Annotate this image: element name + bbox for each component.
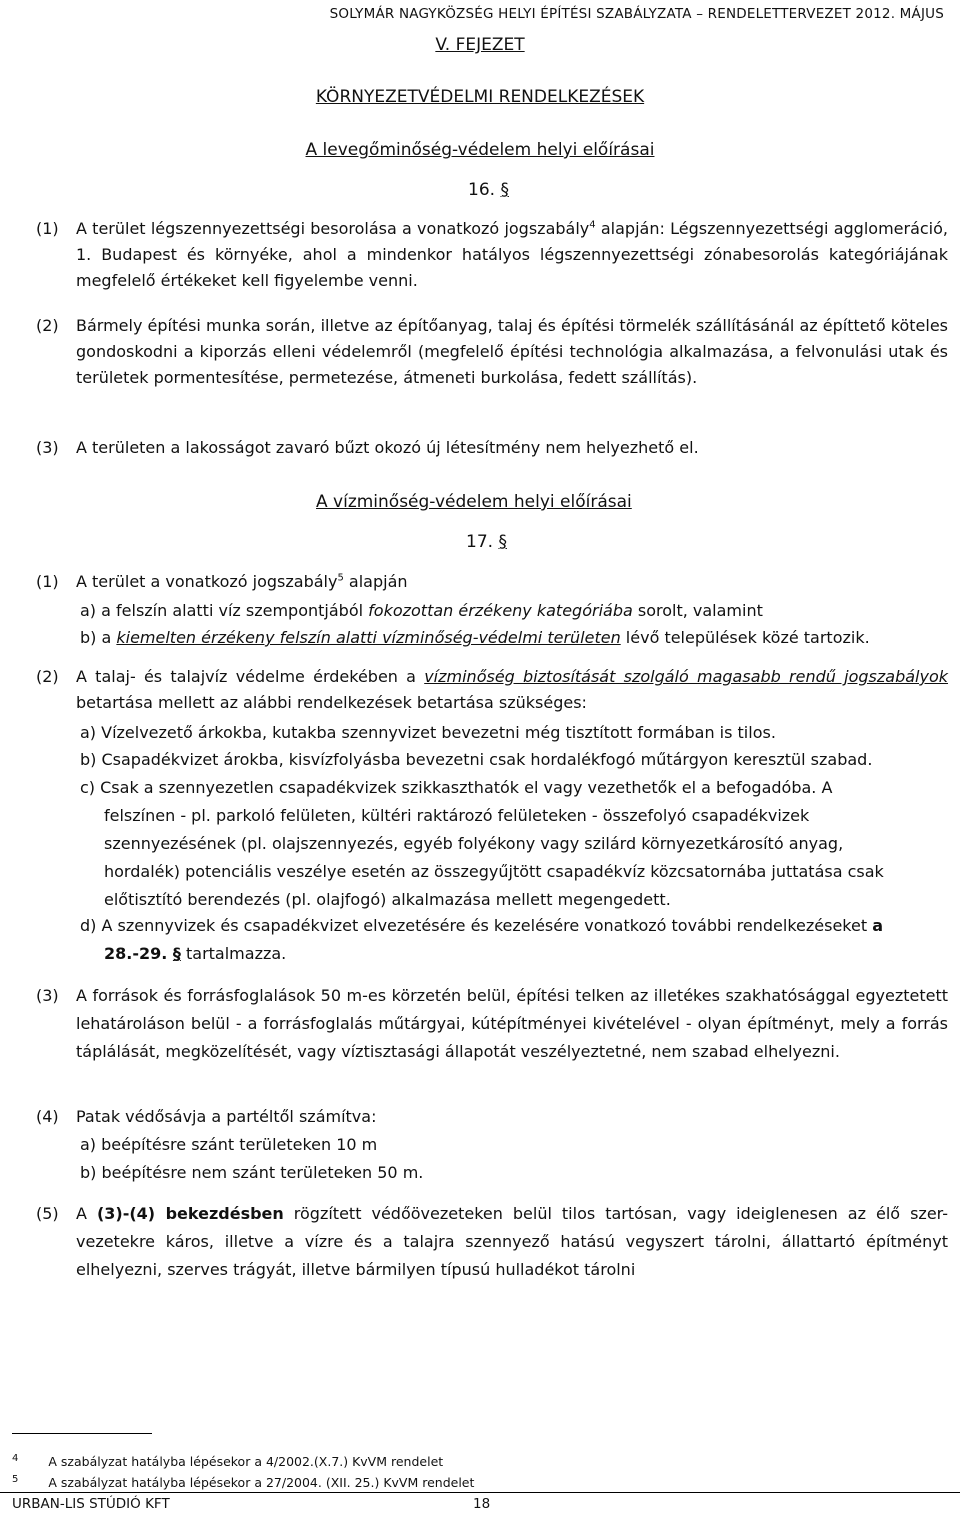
page-number: 18 [473, 1496, 491, 1512]
paragraph-17-2: (2) A talaj- és talajvíz védelme érdekében a vízminőség biztosítását szolgáló magasabb rendű jogszabályok betartása mellett az alábbi rendelkezések betartása szükséges: [36, 664, 948, 716]
item-17-4-b: b) beépítésre nem szánt területeken 50 m. [80, 1163, 424, 1182]
footnote-ref: 5 [337, 572, 344, 584]
paragraph-number: (3) [36, 986, 59, 1005]
paragraph-16-3: (3) A területen a lakosságot zavaró bűzt okozó új létesítmény nem helyezhető el. [36, 435, 948, 461]
running-header: SOLYMÁR NAGYKÖZSÉG HELYI ÉPÍTÉSI SZABÁLYZATA – RENDELETTERVEZET 2012. MÁJUS [329, 6, 944, 22]
paragraph-16-1: (1) A terület légszennyezettségi besorolása a vonatkozó jogszabály$^4$ alapján: Légszennyezettségi agglomeráció, 1. Budapest és környéke, ahol a mindenkor hatályos légszennyezettségi zónabesorolás kategóriájának megfelelő értékeket kell figyelembe venni. [36, 216, 948, 294]
paragraph-17-3: (3) A források és forrásfoglalások 50 m-es körzetén belül, építési telken az illetékes szakhatósággal egyeztetett lehatároláson belül - a forrásfoglalás műtárgyai, kútépítményei kivételével - olyan építményt, mely a forrás táplálását, megközelítését, vagy víztisztasági állapotát veszélyeztetné, nem szabad elhelyezni. [36, 982, 948, 1066]
item-17-1-b: b) a kiemelten érzékeny felszín alatti vízminőség-védelmi területen lévő települések közé tartozik. [80, 628, 870, 647]
paragraph-17-4: (4) Patak védősávja a partéltől számítva: [36, 1104, 948, 1130]
section-16-number: 16. § [468, 180, 509, 200]
footer-company: URBAN-LIS STÚDIÓ KFT [12, 1496, 170, 1512]
paragraph-number: (4) [36, 1107, 59, 1126]
section-17-heading: A vízminőség-védelem helyi előírásai [316, 492, 632, 512]
footnote-4: $^4$ A szabályzat hatályba lépésekor a 4/2002.(X.7.) KvVM rendelet [12, 1452, 444, 1469]
item-17-2-d: d) A szennyvizek és csapadékvizet elvezetésére és kezelésére vonatkozó további rendelkezéseket a 28.-29. § tartalmazza. [80, 916, 883, 963]
item-17-1-a: a) a felszín alatti víz szempontjából fokozottan érzékeny kategóriába sorolt, valamint [80, 601, 763, 620]
item-17-2-c: c) Csak a szennyezetlen csapadékvizek szikkaszthatók el vagy vezethetők el a befogadóba. A felszínen - pl. parkoló felületen, kültéri raktározó felületeken - összefolyó csapadékvizek szennyezésének (pl. olajszennyezés, egyéb folyékony vagy szilárd környezetkárosító anyag, hordalék) potenciális veszélye esetén az összegyűjtött csapadékvíz közcsatornába juttatása csak előtisztító berendezés (pl. olajfogó) alkalmazása mellett megengedett. [80, 778, 884, 909]
paragraph-number: (2) [36, 316, 59, 335]
paragraph-number: (3) [36, 438, 59, 457]
paragraph-17-5: (5) A (3)-(4) bekezdésben rögzített védőövezeteken belül tilos tartósan, vagy ideiglenesen az élő szer-vezetekre káros, illetve a vízre és a talajra szennyező hatású vegyszert tárolni, állattartó építményt elhelyezni, szerves trágyát, illetve bármilyen típusú hulladékot tárolni [36, 1200, 948, 1284]
section-16-heading: A levegőminőség-védelem helyi előírásai [305, 140, 655, 160]
footnote-separator [12, 1433, 152, 1434]
chapter-number: V. FEJEZET [435, 35, 525, 55]
item-17-2-a: a) Vízelvezető árkokba, kutakba szennyvizet bevezetni még tisztított formában is tilos. [80, 723, 776, 742]
paragraph-number: (2) [36, 667, 59, 686]
section-17-number: 17. § [466, 532, 507, 552]
item-17-4-a: a) beépítésre szánt területeken 10 m [80, 1135, 378, 1154]
paragraph-number: (5) [36, 1204, 59, 1223]
footnote-ref: 4 [589, 219, 596, 231]
paragraph-number: (1) [36, 219, 59, 238]
paragraph-16-2: (2) Bármely építési munka során, illetve az építőanyag, talaj és építési törmelék szállításánál az építtető köteles gondoskodni a kiporzás elleni védelemről (megfelelő építési technológia alkalmazása, a felvonulási utak és területek pormentesítése, permetezése, átmeneti burkolása, fedett szállítás). [36, 313, 948, 391]
paragraph-17-1: (1) A terület a vonatkozó jogszabály$^5$ alapján [36, 569, 948, 595]
paragraph-number: (1) [36, 572, 59, 591]
footnote-5: $^5$ A szabályzat hatályba lépésekor a 27/2004. (XII. 25.) KvVM rendelet [12, 1473, 475, 1490]
item-17-2-b: b) Csapadékvizet árokba, kisvízfolyásba bevezetni csak hordalékfogó műtárgyon keresztül szabad. [80, 750, 873, 769]
chapter-title: KÖRNYEZETVÉDELMI RENDELKEZÉSEK [315, 87, 645, 107]
footer-rule [0, 1492, 960, 1493]
